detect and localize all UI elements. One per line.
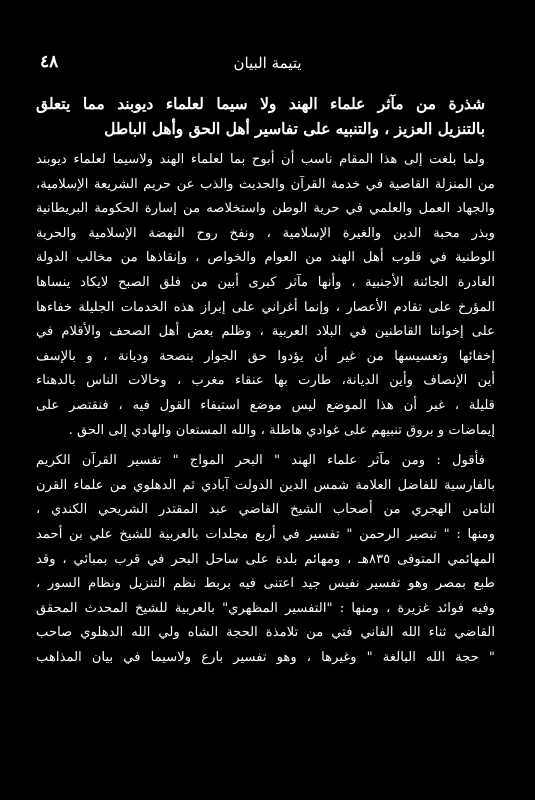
section-heading-line: شذرة من مآثر علماء الهند ولا سيما لعلماء ديوبند مما يتعلق xyxy=(36,95,485,113)
page-number: ٤٨ xyxy=(40,52,59,72)
section-heading-line: بالتنزيل العزيز ، والتنبيه على تفاسير أهل الحق وأهل الباطل xyxy=(104,120,485,138)
text-line: الوطنية في قلوب أهل الهند من العوام والخواص ، وإنقاذها من مخالب الدولة xyxy=(36,250,495,266)
text-line: الثامن الهجري من أصحاب الشيخ القاضي عبد المقتدر الشريحي الكندي ، xyxy=(36,502,495,518)
text-line: الغادرة الجائنة الأجنبية ، وأنها مآثر كبرى أبين من فلق الصبح لايكاد ينساها xyxy=(36,274,495,290)
text-line: طبع بمصر وهو تفسير نفيس جيد اعتنى فيه بربط نظم التنزيل ونظام السور ، xyxy=(36,576,495,592)
text-line: على إخواننا القاطنين في البلاد العربية ، وظلم بعض أهل الصحف والأقلام في xyxy=(36,324,495,340)
text-line: ولما بلغت إلى هذا المقام ناسب أن أبوح بما لعلماء الهند ولاسيما لعلماء ديوبند xyxy=(36,152,485,167)
text-line: فأقول : ومن مآثر علماء الهند " البحر المواج " تفسير القرآن الكريم xyxy=(36,453,485,469)
text-line: وبذر محبة الدين والغيرة الإسلامية ، ونفخ روح النهضة الإسلامية والحرية xyxy=(36,225,495,241)
text-line: المهائمي المتوفى ٨٣٥هـ ، ومهائم بلدة على ساحل البحر في قرب بمبائي ، وقد xyxy=(36,551,495,567)
text-line: " حجة الله البالغة " وغيرها ، وهو تفسير بارع ولاسيما في بيان المذاهب xyxy=(36,649,495,665)
text-line: قليلة ، غير أن هذا الموضع ليس موضع استيفاء القول فيه ، فنقتصر على xyxy=(36,397,495,413)
text-line: إخفائها وتعسيسها من غير أن يؤدوا حق الجوار بنصحة وديانة ، و بالإسف xyxy=(36,348,495,364)
text-line: من المنزلة القاصية في خدمة القرآن والحديث والذب عن حريم الشريعة الإسلامية، xyxy=(36,176,495,192)
text-line: والجهاد العمل والعلمي في حرية الوطن واستخلاصه من إسارة الحكومة البريطانية xyxy=(36,201,495,217)
body-text xyxy=(36,92,495,670)
page-header xyxy=(40,52,495,80)
text-line: ومنها : " تبصير الرحمن " تفسير في أربع مجلدات بالعربية للشيخ علي بن أحمد xyxy=(36,526,495,542)
running-title: يتيمة البيان xyxy=(233,54,302,72)
text-line: أين الإنصاف وأين الديانة، طارت بها عنقاء مغرب ، وخالات الناس بالدهناء xyxy=(36,373,495,389)
text-line: وفيه فوائد غزيرة ، ومنها : "التفسير المظهري" بالعربية للشيخ المحدث المحقق xyxy=(36,600,495,616)
text-line: القاضي ثناء الله الفاني فتي من تلامذة الحجة الشاه ولي الله الدهلوي صاحب xyxy=(36,625,495,641)
text-line: المؤرخ على تقادم الأعصار ، وإنما أغراني على إبراز هذه الخدمات الجليلة خفاءها xyxy=(36,299,495,315)
text-line: بالفارسية للفاضل العلامة شمس الدين الدولت آبادي ثم الدهلوي من علماء القرن xyxy=(36,477,495,493)
text-line: إيماضات و بروق تنبيهم على غوادي هاطلة ، والله المستعان والهادي إلى الحق . xyxy=(68,422,495,438)
